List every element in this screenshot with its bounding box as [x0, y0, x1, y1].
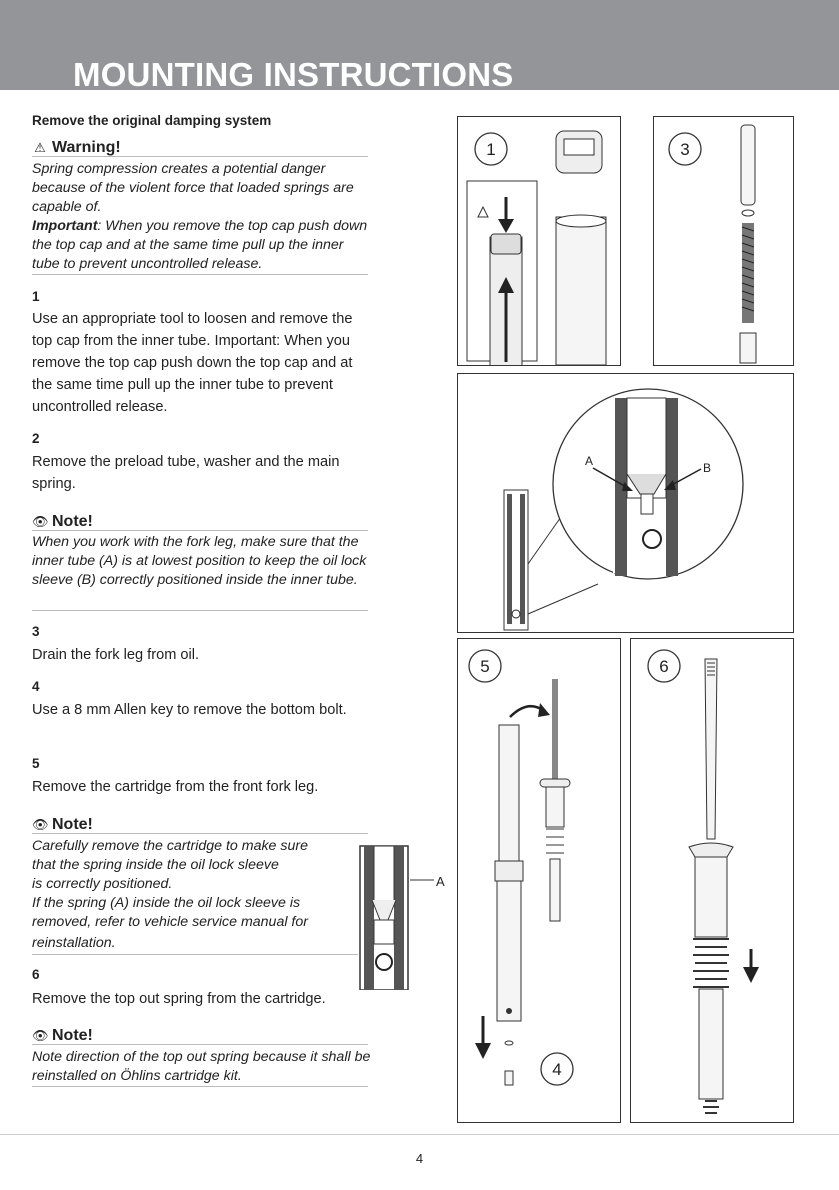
note-heading: 👁 Note! — [32, 513, 93, 530]
divider — [32, 274, 368, 275]
page-header — [0, 0, 839, 90]
step-number: 1 — [32, 289, 40, 304]
step-text: Drain the fork leg from oil. — [32, 647, 200, 663]
warning-triangle-icon: ⚠ — [34, 140, 46, 155]
figure-1-panel — [457, 116, 621, 366]
page-title: MOUNTING INSTRUCTIONS — [73, 58, 514, 90]
divider — [32, 156, 368, 157]
page-number: 4 — [415, 1151, 424, 1166]
step-text: Remove the preload tube, washer and the main spring. — [32, 454, 340, 492]
note-text: Note direction of the top out spring because it shall be reinstalled on Öhlins cartridge kit. — [32, 1049, 371, 1084]
figure-2-panel — [457, 373, 794, 633]
note-text: Carefully remove the cartridge to make sure that the spring inside the oil lock sleeve is correctly positioned. If the spring (A) inside the oil lock sleeve is removed, refer to vehicle service manual for reinstallation. — [32, 838, 308, 951]
warning-text: Spring compression creates a potential danger because of the violent force that loaded springs are capable of. Important: When you remove the top cap push down the top cap and at the same time pull up the inner tube to prevent uncontrolled release. — [32, 161, 368, 272]
figure-5-panel — [457, 638, 621, 1123]
figure-3-panel — [653, 116, 794, 366]
step-text: Use an appropriate tool to loosen and remove the top cap from the inner tube. Important: When you remove the top cap push down the top cap and at the same time pull up the inner tube to prevent uncontrolled release. — [32, 311, 353, 415]
step-text: Remove the top out spring from the cartridge. — [32, 991, 326, 1007]
divider — [32, 954, 368, 955]
step-number: 4 — [32, 679, 40, 694]
divider — [32, 610, 368, 611]
section-title: Remove the original damping system — [32, 113, 272, 128]
divider — [32, 833, 368, 834]
figure-number: 1 — [486, 140, 496, 159]
footer-divider — [0, 1134, 839, 1135]
label-a: A — [585, 454, 594, 468]
step-number: 3 — [32, 624, 40, 639]
step-number: 5 — [32, 756, 40, 771]
figure-number: 6 — [659, 657, 669, 676]
step-number: 6 — [32, 967, 40, 982]
label-b: B — [703, 461, 712, 475]
eye-icon: 👁 — [32, 817, 49, 832]
eye-icon: 👁 — [32, 514, 49, 529]
figure-spring-inset — [358, 840, 410, 990]
figure-6-panel — [630, 638, 794, 1123]
note-heading: 👁 Note! — [32, 1027, 93, 1044]
label-a: A — [436, 874, 445, 889]
figure-number: 4 — [552, 1060, 562, 1079]
step-text: Use a 8 mm Allen key to remove the bottom bolt. — [32, 702, 347, 718]
note-heading: 👁 Note! — [32, 816, 93, 833]
note-text: When you work with the fork leg, make sure that the inner tube (A) is at lowest position to keep the oil lock sleeve (B) correctly positioned inside the inner tube. — [32, 534, 367, 588]
divider — [32, 1086, 368, 1087]
divider — [32, 1044, 368, 1045]
figure-number: 5 — [480, 657, 490, 676]
eye-icon: 👁 — [32, 1028, 49, 1043]
figure-number: 3 — [680, 140, 690, 159]
step-text: Remove the cartridge from the front fork leg. — [32, 779, 319, 795]
divider — [32, 530, 368, 531]
warning-heading: ⚠ Warning! — [32, 139, 121, 157]
step-number: 2 — [32, 431, 40, 446]
